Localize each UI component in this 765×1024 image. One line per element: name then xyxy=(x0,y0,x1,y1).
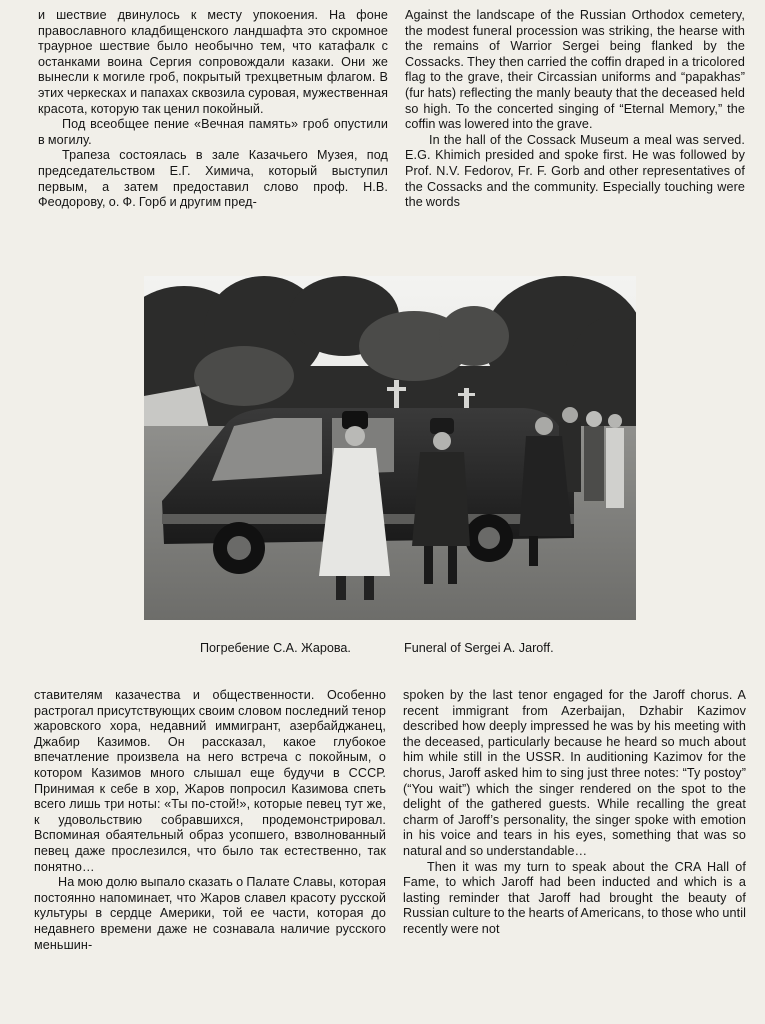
photo-caption-russian: Погребение С.А. Жарова. xyxy=(200,641,351,655)
english-text-column-top xyxy=(405,8,745,211)
en-paragraph: Against the landscape of the Russian Orthodox cemetery, the modest funeral procession was striking, the hearse with the remains of Warrior Sergei being flanked by the Cossacks. They then carried the coffin draped in a tricolored flag to the grave, their Circassian uniforms and “papakhas” (fur hats) reflecting the manly beauty that the deceased held so high. To the concerted singing of “Eternal Memory,” the coffin was lowered into the grave. xyxy=(405,8,745,132)
photo-caption-english: Funeral of Sergei A. Jaroff. xyxy=(404,641,554,655)
english-text-column-bottom xyxy=(403,688,746,938)
russian-text-column-bottom xyxy=(34,688,386,953)
ru-paragraph: Под всеобщее пение «Вечная память» гроб опустили в могилу. xyxy=(38,117,388,147)
en-paragraph: spoken by the last tenor engaged for the Jaroff chorus. A recent immigrant from Azerbaijan, Dzhabir Kazimov described how deeply impressed he was by his meeting with the deceased, particularly because he heard so much about him while still in the USSR. In auditioning Kazimov for the chorus, Jaroff asked him to sing just three notes: “Ty postoy” (“You wait”) which the singer rendered on the spot to the delight of the gathered guests. While recalling the great charm of Jaroff’s personality, the singer spoke with emotion in his voice and tears in his eyes, something that was so natural and so understandable… xyxy=(403,688,746,858)
en-paragraph: Then it was my turn to speak about the CRA Hall of Fame, to which Jaroff had been inducted and which is a lasting reminder that Jaroff had brought the beauty of Russian culture to the hearts of Americans, to those who until recently were not xyxy=(403,859,746,936)
funeral-photograph xyxy=(144,276,636,620)
ru-paragraph: ставителям казачества и общественности. Особенно растрогал присутствующих своим словом последний тенор жаровского хора, недавний иммигрант, азербайджанец, Джабир Казимов. Он рассказал, какое глубокое впечатление произвела на него встреча с покойным, о котором Казимов много слышал еще будучи в СССР. Принимая к себе в хор, Жаров попросил Казимова спеть всего лишь три ноты: «Ты по-стой!», которые певец тут же, к удовольствию собравшихся, продемонстрировал. Вспоминая обаятельный образ усопшего, взволнованный певец даже прослезился, что было так естественно, так понятно… xyxy=(34,688,386,874)
ru-paragraph: и шествие двинулось к месту упокоения. На фоне православного кладбищенского ландшафта это скромное траурное шествие было необычно тем, что катафалк с останками воина Сергия сопровождали казаки. Они же вынесли к могиле гроб, покрытый трехцветным флагом. В этих черкесках и папахах сквозила суровая, мужественная красота, которую так ценил покойный. xyxy=(38,8,388,116)
ru-paragraph: Трапеза состоялась в зале Казачьего Музея, под председательством Е.Г. Химича, который выступил первым, а затем предоставил слово проф. Н.В. Феодорову, о. Ф. Горб и другим пред- xyxy=(38,148,388,210)
funeral-photo-illustration xyxy=(144,276,636,620)
ru-paragraph: На мою долю выпало сказать о Палате Славы, которая постоянно напоминает, что Жаров славел красоту русской культуры в сердце Америки, той ее части, которая до недавнего времени даже не сознавала наличие русского меньшин- xyxy=(34,875,386,952)
en-paragraph: In the hall of the Cossack Museum a meal was served. E.G. Khimich presided and spoke first. He was followed by Prof. N.V. Fedorov, Fr. F. Gorb and other representatives of the Cossacks and the community. Especially touching were the words xyxy=(405,132,745,210)
russian-text-column-top xyxy=(38,8,388,211)
